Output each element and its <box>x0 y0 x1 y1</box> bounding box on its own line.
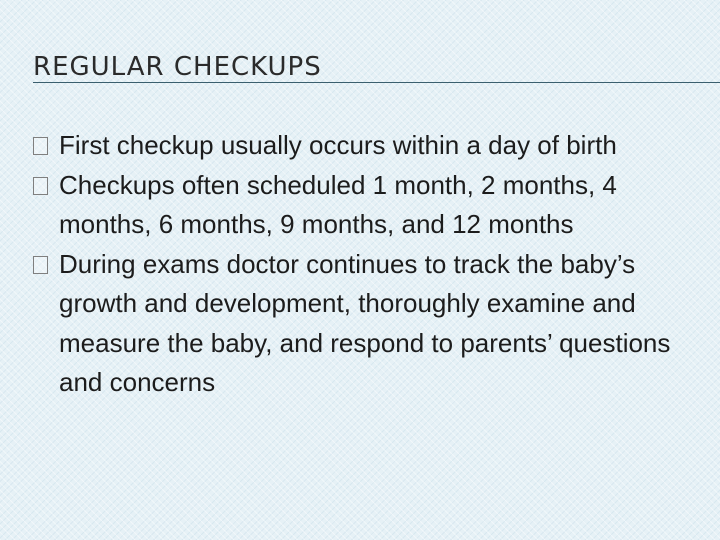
square-bullet-icon <box>33 256 48 274</box>
bullet-text: First checkup usually occurs within a day of birth <box>59 130 617 160</box>
bullet-item <box>33 166 705 245</box>
square-bullet-icon <box>33 177 48 195</box>
bullet-item <box>33 245 705 403</box>
slide-title: REGULAR CHECKUPS <box>33 52 322 82</box>
bullet-item <box>33 126 705 166</box>
bullet-text: Checkups often scheduled 1 month, 2 months, 4 months, 6 months, 9 months, and 12 months <box>59 169 617 239</box>
bullet-text: During exams doctor continues to track the baby’s growth and development, thoroughly examine and measure the baby, and respond to parents’ questions and concerns <box>59 248 671 397</box>
square-bullet-icon <box>33 137 48 155</box>
title-divider <box>33 82 720 83</box>
bullet-list <box>33 126 705 403</box>
